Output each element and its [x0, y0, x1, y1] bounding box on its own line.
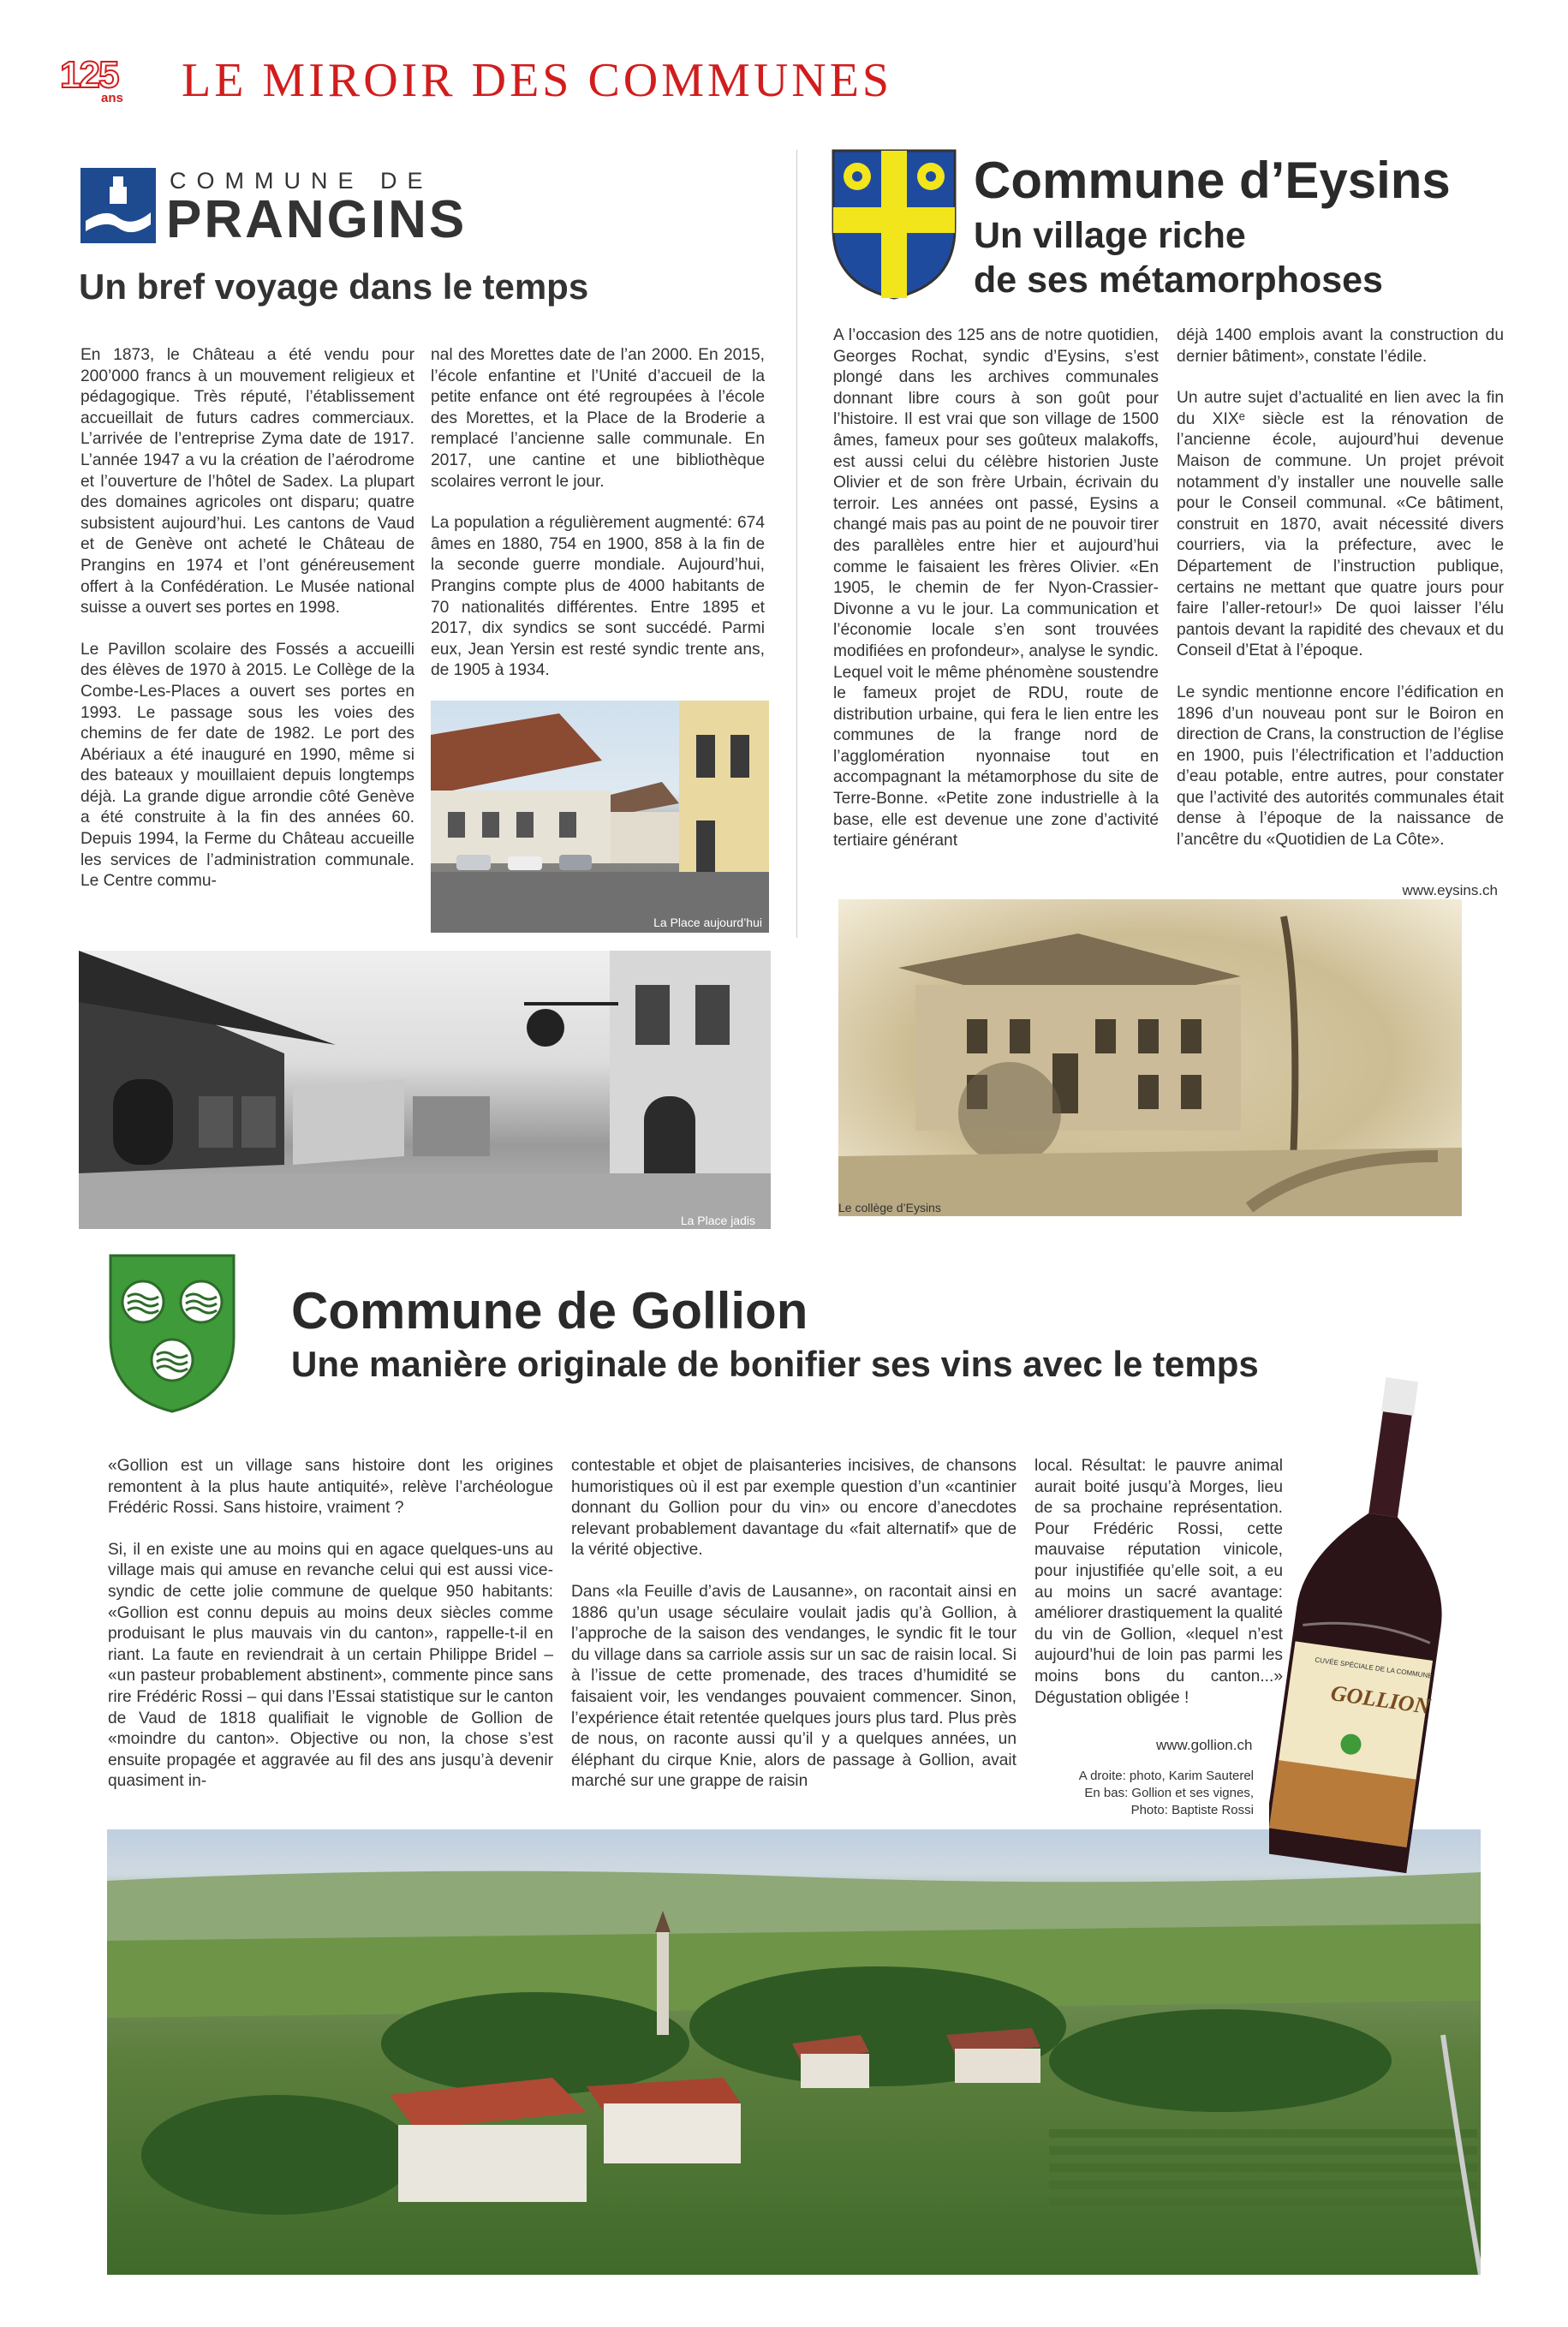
gollion-column-2 — [571, 1456, 1017, 1813]
page-title: LE MIROIR DES COMMUNES — [182, 54, 893, 107]
bottle-label-name: GOLLION — [1329, 1680, 1433, 1720]
eysins-website[interactable]: www.eysins.ch — [1402, 882, 1498, 898]
gollion-column-3 — [1034, 1456, 1283, 1729]
badge-sub: ans — [101, 91, 123, 105]
prangins-logo — [80, 168, 492, 249]
eysins-column-2 — [1177, 325, 1504, 872]
eysins-photo-college — [838, 899, 1462, 1216]
prangins-logo-top: COMMUNE DE — [170, 168, 433, 194]
eysins-column-1 — [833, 325, 1159, 873]
prangins-column-1 — [80, 345, 414, 913]
gollion-paragraph: Si, il en existe une au moins qui en agace quelques-uns au village mais qui amuse en revanche celui qui est aussi vice-syndic de cette jolie commune de quelque 950 habitants: «Gollion est connu depuis au moins deux siècles comme produisant le plus mauvais vin du canton», rappelle-t-il en riant. La faute en reviendrait à un certain Philippe Bridel – «un pasteur probablement abstinent», commente pince sans rire Frédéric Rossi – qui dans l’Essai statistique sur le canton de Vaud de 1818 qualifiait le vignoble de Gollion de «moindre du canton». Objective ou non, la chose s’est ensuite propagée et aggravée au fil des ans jusqu’à devenir quasiment in- — [108, 1540, 553, 1791]
prangins-photo-today — [431, 701, 769, 933]
prangins-paragraph: Le Pavillon scolaire des Fossés a accueilli des élèves de 1970 à 2015. Le Collège de la Combe-Les-Places a ouvert ses portes en 1993. Le passage sous les voies des chemins de fer date de 1982. Le port des Abériaux a été inauguré en 1990, même si des bateaux y mouillaient depuis longtemps déjà. La grande digue arrondie côté Genève a été construite à la fin des années 60. Depuis 1994, la Ferme du Château accueille les services de l’administration communale. Le Centre commu- — [80, 640, 414, 891]
gollion-credits — [1028, 1768, 1254, 1819]
gollion-website[interactable]: www.gollion.ch — [1156, 1737, 1253, 1753]
gollion-subtitle: Une manière originale de bonifier ses vins avec le temps — [291, 1344, 1259, 1384]
bottle-label-top: CUVÉE SPÉCIALE DE LA COMMUNE — [1314, 1656, 1434, 1680]
eysins-title: Commune d’Eysins — [974, 152, 1451, 209]
prangins-logo-name: PRANGINS — [166, 190, 468, 249]
eysins-subtitle-line-1: Un village riche — [974, 215, 1246, 256]
prangins-photo-today-caption: La Place aujourd’hui — [653, 916, 762, 929]
gollion-paragraph: local. Résultat: le pauvre animal aurait boité jusqu’à Morges, lieu de sa prochaine représentation. Pour Frédéric Rossi, cette mauvaise réputation vinicole, pour injustifiée qu’elle soit, a eu au moins un sacré avantage: améliorer drastiquement la qualité du vin de Gollion, «lequel n’est aujourd’hui de loin pas parmi les moins bons du canton...» Dégustation obligée ! — [1034, 1457, 1283, 1707]
eysins-paragraph: déjà 1400 emplois avant la construction du dernier bâtiment», constate l’édile. — [1177, 326, 1504, 366]
gollion-paragraph: Dans «la Feuille d’avis de Lausanne», on racontait ainsi en 1886 qu’un usage séculaire voulait jadis qu’à Gollion, à l’approche de la saison des vendanges, le syndic fit le tour du village dans sa carriole assis sur un sac de raisin local. Si à l’issue de cette promenade, des traces d’humidité se faisaient voir, les vendanges pouvaient commencer. Sinon, l’expérience était retentée quelques jours plus tard. Plus près de nous, on raconte aussi qu’il y a quelques années, un éléphant du cirque Knie, alors de passage à Gollion, avait marché sur une grappe de raisin — [571, 1582, 1017, 1791]
gollion-coat-of-arms-icon — [107, 1252, 237, 1415]
gollion-paragraph: contestable et objet de plaisanteries incisives, de chansons humoristiques où il est par exemple question d’un «cantinier donnant du Gollion pour du vin» ou encore d’anecdotes relevant probablement davantage du «fait alternatif» que de la vérité objective. — [571, 1457, 1017, 1560]
prangins-coat-of-arms-icon — [80, 168, 156, 243]
eysins-coat-of-arms-icon — [830, 147, 958, 301]
prangins-paragraph: nal des Morettes date de l’an 2000. En 2015, l’école enfantine et l’Unité d’accueil de la petite enfance ont été regroupées à l’école des Morettes, et la Place de la Broderie a remplacé l’ancienne salle communale. En 2017, une cantine et une bibliothèque scolaires verront le jour. — [431, 346, 765, 491]
prangins-column-2 — [431, 345, 765, 702]
prangins-paragraph: En 1873, le Château a été vendu pour 200’000 francs à un mouvement religieux et pédagogique. Très réputé, l’établissement accueillait de futurs cadres commerciaux. L’arrivée de l’entreprise Zyma date de 1917. L’année 1947 a vu la création de l’aérodrome et l’ouverture de l’hôtel de Sadex. La plupart des domaines agricoles ont disparu; quatre subsistent aujourd’hui. Les cantons de Vaud et de Genève ont acheté le Château de Prangins en 1974 et l’ont généreusement offert à la Confédération. Le Musée national suisse a ouvert ses portes en 1998. — [80, 346, 414, 618]
eysins-subtitle-line-2: de ses métamorphoses — [974, 260, 1383, 301]
credit-line: En bas: Gollion et ses vignes, — [1084, 1786, 1254, 1800]
anniversary-badge — [60, 55, 137, 108]
gollion-title: Commune de Gollion — [291, 1282, 808, 1340]
column-divider — [796, 150, 797, 938]
eysins-paragraph: A l’occasion des 125 ans de notre quotidien, Georges Rochat, syndic d’Eysins, s’est plongé dans les archives communales donnant libre cours à son goût pour l’histoire. Il est vrai que son village de 1500 âmes, fameux pour ses goûteux malakoffs, est aussi celui du célèbre historien Juste Olivier et de son frère Urbain, écrivain du terroir. Les années ont passé, Eysins a changé mais pas au point de ne pouvoir tirer des parallèles entre hier et aujourd’hui comme le faisaient les frères Olivier. «En 1905, le chemin de fer Nyon-Crassier-Divonne a vu le jour. La communication et l’économie locale s’en sont trouvées modifiées en profondeur», analyse le syndic. Lequel voit le même phénomène soustendre le fameux projet de RDU, route de distribution urbaine, qui fera le lien entre les communes de la frange nord de l’agglomération nyonnaise tout en accompagnant la métamorphose du site de Terre-Bonne. «Petite zone industrielle à la base, elle est devenue une zone d’activité tertiaire générant — [833, 326, 1159, 850]
badge-number: 125 — [60, 54, 118, 96]
credit-line: Photo: Baptiste Rossi — [1130, 1803, 1254, 1817]
prangins-photo-old — [79, 951, 771, 1229]
credit-line: A droite: photo, Karim Sauterel — [1078, 1769, 1254, 1783]
prangins-headline: Un bref voyage dans le temps — [79, 266, 589, 307]
gollion-paragraph: «Gollion est un village sans histoire dont les origines remontent à la plus haute antiquité», relève l’archéologue Frédéric Rossi. Sans histoire, vraiment ? — [108, 1457, 553, 1518]
gollion-column-1 — [108, 1456, 553, 1813]
eysins-paragraph: Un autre sujet d’actualité en lien avec la fin du XIXᵉ siècle est la rénovation de l’ancienne école, aujourd’hui devenue Maison de commune. Un projet prévoit notamment d’y installer une nouvelle salle pour le Conseil communal. «Ce bâtiment, construit en 1870, avait nécessité divers courriers, via la préfecture, avec le Département de l’instruction publique, certains ne mettant que quatre jours pour faire l’aller-retour!» De quoi laisser l’élu pantois devant la rapidité des chevaux et du Conseil d’Etat à l’époque. — [1177, 389, 1504, 660]
eysins-photo-caption: Le collège d’Eysins — [838, 1201, 941, 1214]
prangins-paragraph: La population a régulièrement augmenté: 674 âmes en 1880, 754 en 1900, 858 à la fin de la seconde guerre mondiale. Aujourd’hui, Prangins compte plus de 4000 habitants de 70 nationalités différentes. Entre 1895 et 2017, dix syndics se sont succédé. Parmi eux, Jean Yersin est resté syndic trente ans, de 1905 à 1934. — [431, 514, 765, 680]
prangins-photo-old-caption: La Place jadis — [680, 1214, 755, 1227]
eysins-paragraph: Le syndic mentionne encore l’édification en 1896 d’un nouveau pont sur le Boiron en direction de Crans, la construction de l’église en 1900, puis l’électrification et l’adduction d’eau potable, entre autres, pour constater que l’activité des autorités communales était dense à l’époque de la naissance de l’ancêtre du «Quotidien de La Côte». — [1177, 683, 1504, 850]
gollion-wine-bottle — [1269, 1369, 1466, 1882]
gollion-village-photo — [107, 1829, 1481, 2275]
